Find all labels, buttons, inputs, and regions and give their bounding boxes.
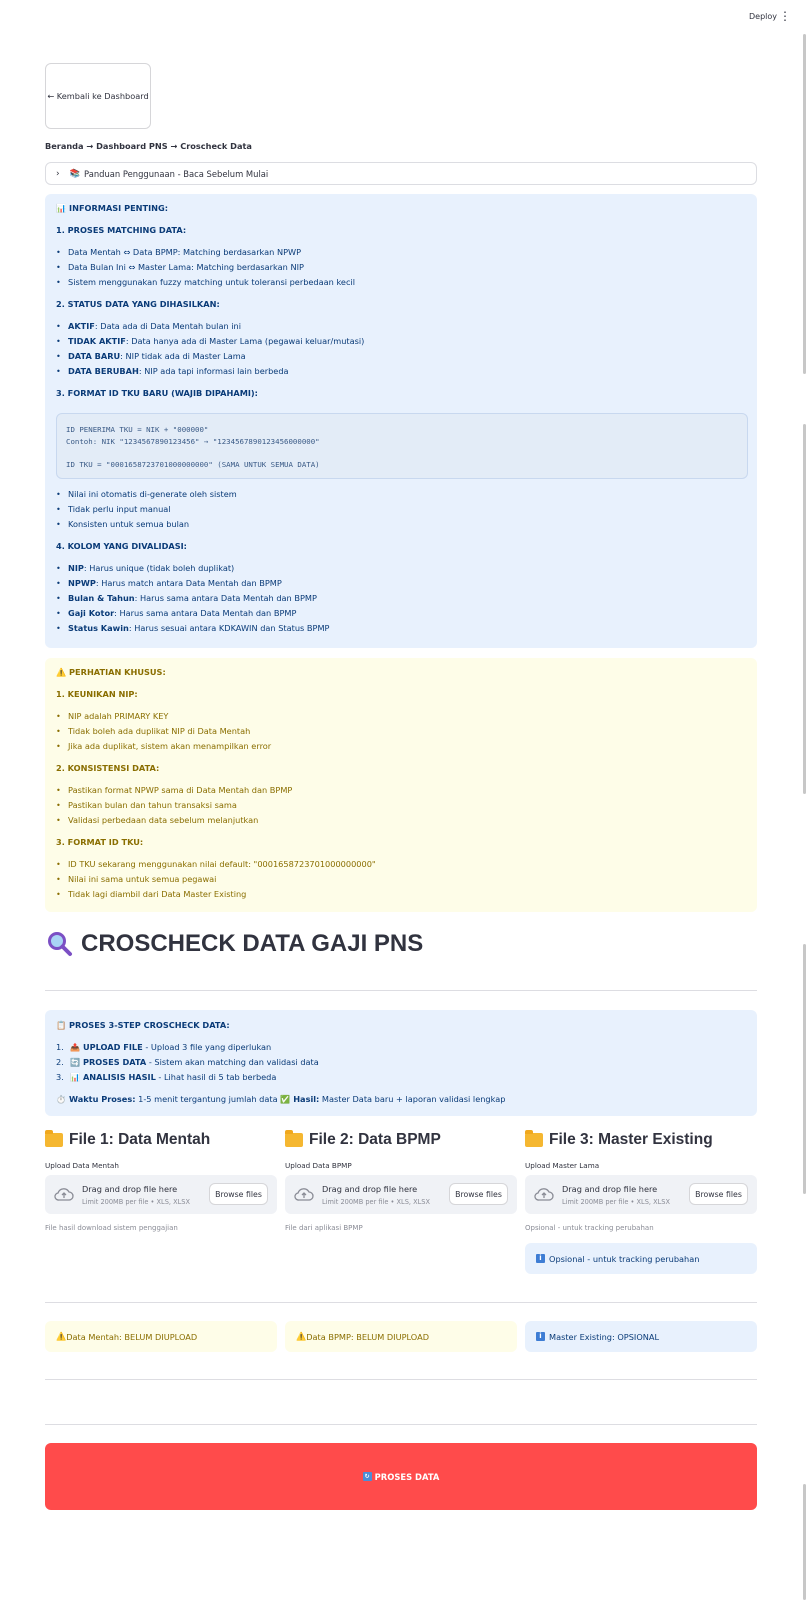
code-block: ID PENERIMA TKU = NIK + "000000" Contoh: NIK "1234567890123456" → "1234567890123456000000" ID TKU = "0001658723701000000000" (SAMA UNTUK SEMUA DATA) bbox=[56, 413, 748, 479]
chart-icon: 📊 bbox=[56, 203, 70, 213]
refresh-icon: ↻ bbox=[364, 1473, 370, 1480]
list-item: • Tidak perlu input manual bbox=[56, 504, 171, 514]
list-item: • Nilai ini sama untuk semua pegawai bbox=[56, 874, 216, 884]
page-title: CROSCHECK DATA GAJI PNS bbox=[47, 930, 423, 958]
warning-icon: ⚠️ bbox=[296, 1331, 307, 1341]
info-icon: i bbox=[536, 1332, 545, 1341]
drop-limit: Limit 200MB per file • XLS, XLSX bbox=[562, 1198, 670, 1206]
list-item: • Jika ada duplikat, sistem akan menampilkan error bbox=[56, 741, 271, 751]
list-item: • NIP adalah PRIMARY KEY bbox=[56, 711, 168, 721]
cloud-upload-icon bbox=[54, 1187, 74, 1201]
file1-heading: File 1: Data Mentah bbox=[45, 1131, 210, 1149]
stopwatch-icon: ⏱️ bbox=[56, 1095, 66, 1104]
list-item: • Pastikan bulan dan tahun transaksi sama bbox=[56, 800, 237, 810]
info-section-title: 1. PROSES MATCHING DATA: bbox=[56, 225, 187, 235]
cloud-upload-icon bbox=[294, 1187, 314, 1201]
list-item: • Pastikan format NPWP sama di Data Mentah dan BPMP bbox=[56, 785, 292, 795]
file-dropzone-data-mentah[interactable] bbox=[45, 1175, 277, 1214]
main-menu-icon[interactable]: ⋮ bbox=[779, 9, 791, 23]
warning-section-title: 3. FORMAT ID TKU: bbox=[56, 837, 144, 847]
list-item: • NIP: Harus unique (tidak boleh duplikat) bbox=[56, 563, 234, 573]
top-bar bbox=[0, 0, 807, 34]
clipboard-icon: 📋 bbox=[56, 1020, 70, 1030]
drop-limit: Limit 200MB per file • XLS, XLSX bbox=[322, 1198, 430, 1206]
list-item: • Sistem menggunakan fuzzy matching untuk toleransi perbedaan kecil bbox=[56, 277, 355, 287]
guide-expander[interactable] bbox=[45, 162, 757, 185]
info-section-title: 2. STATUS DATA YANG DIHASILKAN: bbox=[56, 299, 220, 309]
browse-files-button[interactable]: Browse files bbox=[689, 1183, 748, 1205]
list-item: • DATA BERUBAH: NIP ada tapi informasi lain berbeda bbox=[56, 366, 289, 376]
folder-icon bbox=[45, 1133, 63, 1147]
step-item: 1. 📤 UPLOAD FILE - Upload 3 file yang diperlukan bbox=[56, 1042, 272, 1052]
info-icon: i bbox=[536, 1254, 545, 1263]
list-item: • Validasi perbedaan data sebelum melanjutkan bbox=[56, 815, 258, 825]
drop-text: Drag and drop file here bbox=[82, 1184, 178, 1194]
list-item: • Bulan & Tahun: Harus sama antara Data Mentah dan BPMP bbox=[56, 593, 317, 603]
book-icon: 📚 bbox=[69, 168, 81, 178]
drop-text: Drag and drop file here bbox=[562, 1184, 658, 1194]
file-dropzone-data-bpmp[interactable] bbox=[285, 1175, 517, 1214]
refresh-icon: 🔄 bbox=[70, 1058, 80, 1067]
file3-heading: File 3: Master Existing bbox=[525, 1131, 713, 1149]
breadcrumb: Beranda → Dashboard PNS → Croscheck Data bbox=[45, 141, 252, 151]
steps-title: 📋 PROSES 3-STEP CROSCHECK DATA: bbox=[56, 1020, 230, 1030]
drop-text: Drag and drop file here bbox=[322, 1184, 418, 1194]
list-item: • Data Bulan Ini ⇔ Master Lama: Matching berdasarkan NIP bbox=[56, 262, 304, 272]
file-dropzone-master-lama[interactable] bbox=[525, 1175, 757, 1214]
steps-summary: ⏱️ Waktu Proses: 1-5 menit tergantung jumlah data ✅ Hasil: Master Data baru + laporan validasi lengkap bbox=[56, 1094, 506, 1104]
step-item: 2. 🔄 PROSES DATA - Sistem akan matching dan validasi data bbox=[56, 1057, 319, 1067]
browse-files-button[interactable]: Browse files bbox=[209, 1183, 268, 1205]
divider bbox=[45, 1302, 757, 1303]
upload-icon: 📤 bbox=[70, 1043, 80, 1052]
cloud-upload-icon bbox=[534, 1187, 554, 1201]
warning-icon: ⚠️ bbox=[56, 1331, 67, 1341]
back-to-dashboard-button[interactable]: ← Kembali ke Dashboard bbox=[45, 63, 151, 129]
list-item: • DATA BARU: NIP tidak ada di Master Lama bbox=[56, 351, 246, 361]
check-icon: ✅ bbox=[280, 1095, 291, 1104]
browse-files-button[interactable]: Browse files bbox=[449, 1183, 508, 1205]
warning-panel bbox=[45, 658, 757, 912]
folder-icon bbox=[525, 1133, 543, 1147]
list-item: • ID TKU sekarang menggunakan nilai default: "0001658723701000000000" bbox=[56, 859, 376, 869]
list-item: • Data Mentah ⇔ Data BPMP: Matching berdasarkan NPWP bbox=[56, 247, 301, 257]
info-section-title: 4. KOLOM YANG DIVALIDASI: bbox=[56, 541, 187, 551]
info-section-title: 3. FORMAT ID TKU BARU (WAJIB DIPAHAMI): bbox=[56, 388, 258, 398]
list-item: • Status Kawin: Harus sesuai antara KDKAWIN dan Status BPMP bbox=[56, 623, 329, 633]
divider bbox=[45, 990, 757, 991]
status-data-mentah: ⚠️ Data Mentah: BELUM DIUPLOAD bbox=[45, 1321, 277, 1352]
status-data-bpmp: ⚠️ Data BPMP: BELUM DIUPLOAD bbox=[285, 1321, 517, 1352]
drop-limit: Limit 200MB per file • XLS, XLSX bbox=[82, 1198, 190, 1206]
proses-data-button[interactable]: ↻ PROSES DATA bbox=[45, 1443, 757, 1510]
list-item: • Konsisten untuk semua bulan bbox=[56, 519, 189, 529]
list-item: • Nilai ini otomatis di-generate oleh sistem bbox=[56, 489, 237, 499]
folder-icon bbox=[285, 1133, 303, 1147]
upload-help-text: File hasil download sistem penggajian bbox=[45, 1224, 178, 1232]
list-item: • NPWP: Harus match antara Data Mentah dan BPMP bbox=[56, 578, 282, 588]
upload-label: Upload Master Lama bbox=[525, 1161, 600, 1170]
list-item: • Gaji Kotor: Harus sama antara Data Mentah dan BPMP bbox=[56, 608, 296, 618]
upload-label: Upload Data Mentah bbox=[45, 1161, 119, 1170]
step-item: 3. 📊 ANALISIS HASIL - Lihat hasil di 5 tab berbeda bbox=[56, 1072, 277, 1082]
warning-section-title: 2. KONSISTENSI DATA: bbox=[56, 763, 160, 773]
upload-help-text: File dari aplikasi BPMP bbox=[285, 1224, 363, 1232]
info-panel bbox=[45, 194, 757, 648]
warning-icon: ⚠️ bbox=[56, 667, 70, 677]
upload-help-text: Opsional - untuk tracking perubahan bbox=[525, 1224, 654, 1232]
expander-label: Panduan Penggunaan - Baca Sebelum Mulai bbox=[84, 168, 269, 179]
divider bbox=[45, 1424, 757, 1425]
deploy-button[interactable]: Deploy bbox=[748, 12, 777, 21]
info-title: 📊 INFORMASI PENTING: bbox=[56, 203, 169, 213]
chevron-right-icon: › bbox=[56, 168, 60, 179]
chart-icon: 📊 bbox=[70, 1073, 80, 1082]
upload-label: Upload Data BPMP bbox=[285, 1161, 352, 1170]
divider bbox=[45, 1379, 757, 1380]
warning-section-title: 1. KEUNIKAN NIP: bbox=[56, 689, 138, 699]
scrollbar[interactable] bbox=[801, 34, 807, 1600]
list-item: • TIDAK AKTIF: Data hanya ada di Master Lama (pegawai keluar/mutasi) bbox=[56, 336, 364, 346]
magnifier-icon bbox=[47, 931, 73, 957]
status-master-existing: i Master Existing: OPSIONAL bbox=[525, 1321, 757, 1352]
list-item: • AKTIF: Data ada di Data Mentah bulan ini bbox=[56, 321, 241, 331]
file2-heading: File 2: Data BPMP bbox=[285, 1131, 441, 1149]
optional-info-alert: i Opsional - untuk tracking perubahan bbox=[525, 1243, 757, 1274]
list-item: • Tidak boleh ada duplikat NIP di Data Mentah bbox=[56, 726, 250, 736]
steps-panel bbox=[45, 1010, 757, 1116]
list-item: • Tidak lagi diambil dari Data Master Existing bbox=[56, 889, 246, 899]
warning-title: ⚠️ PERHATIAN KHUSUS: bbox=[56, 667, 166, 677]
